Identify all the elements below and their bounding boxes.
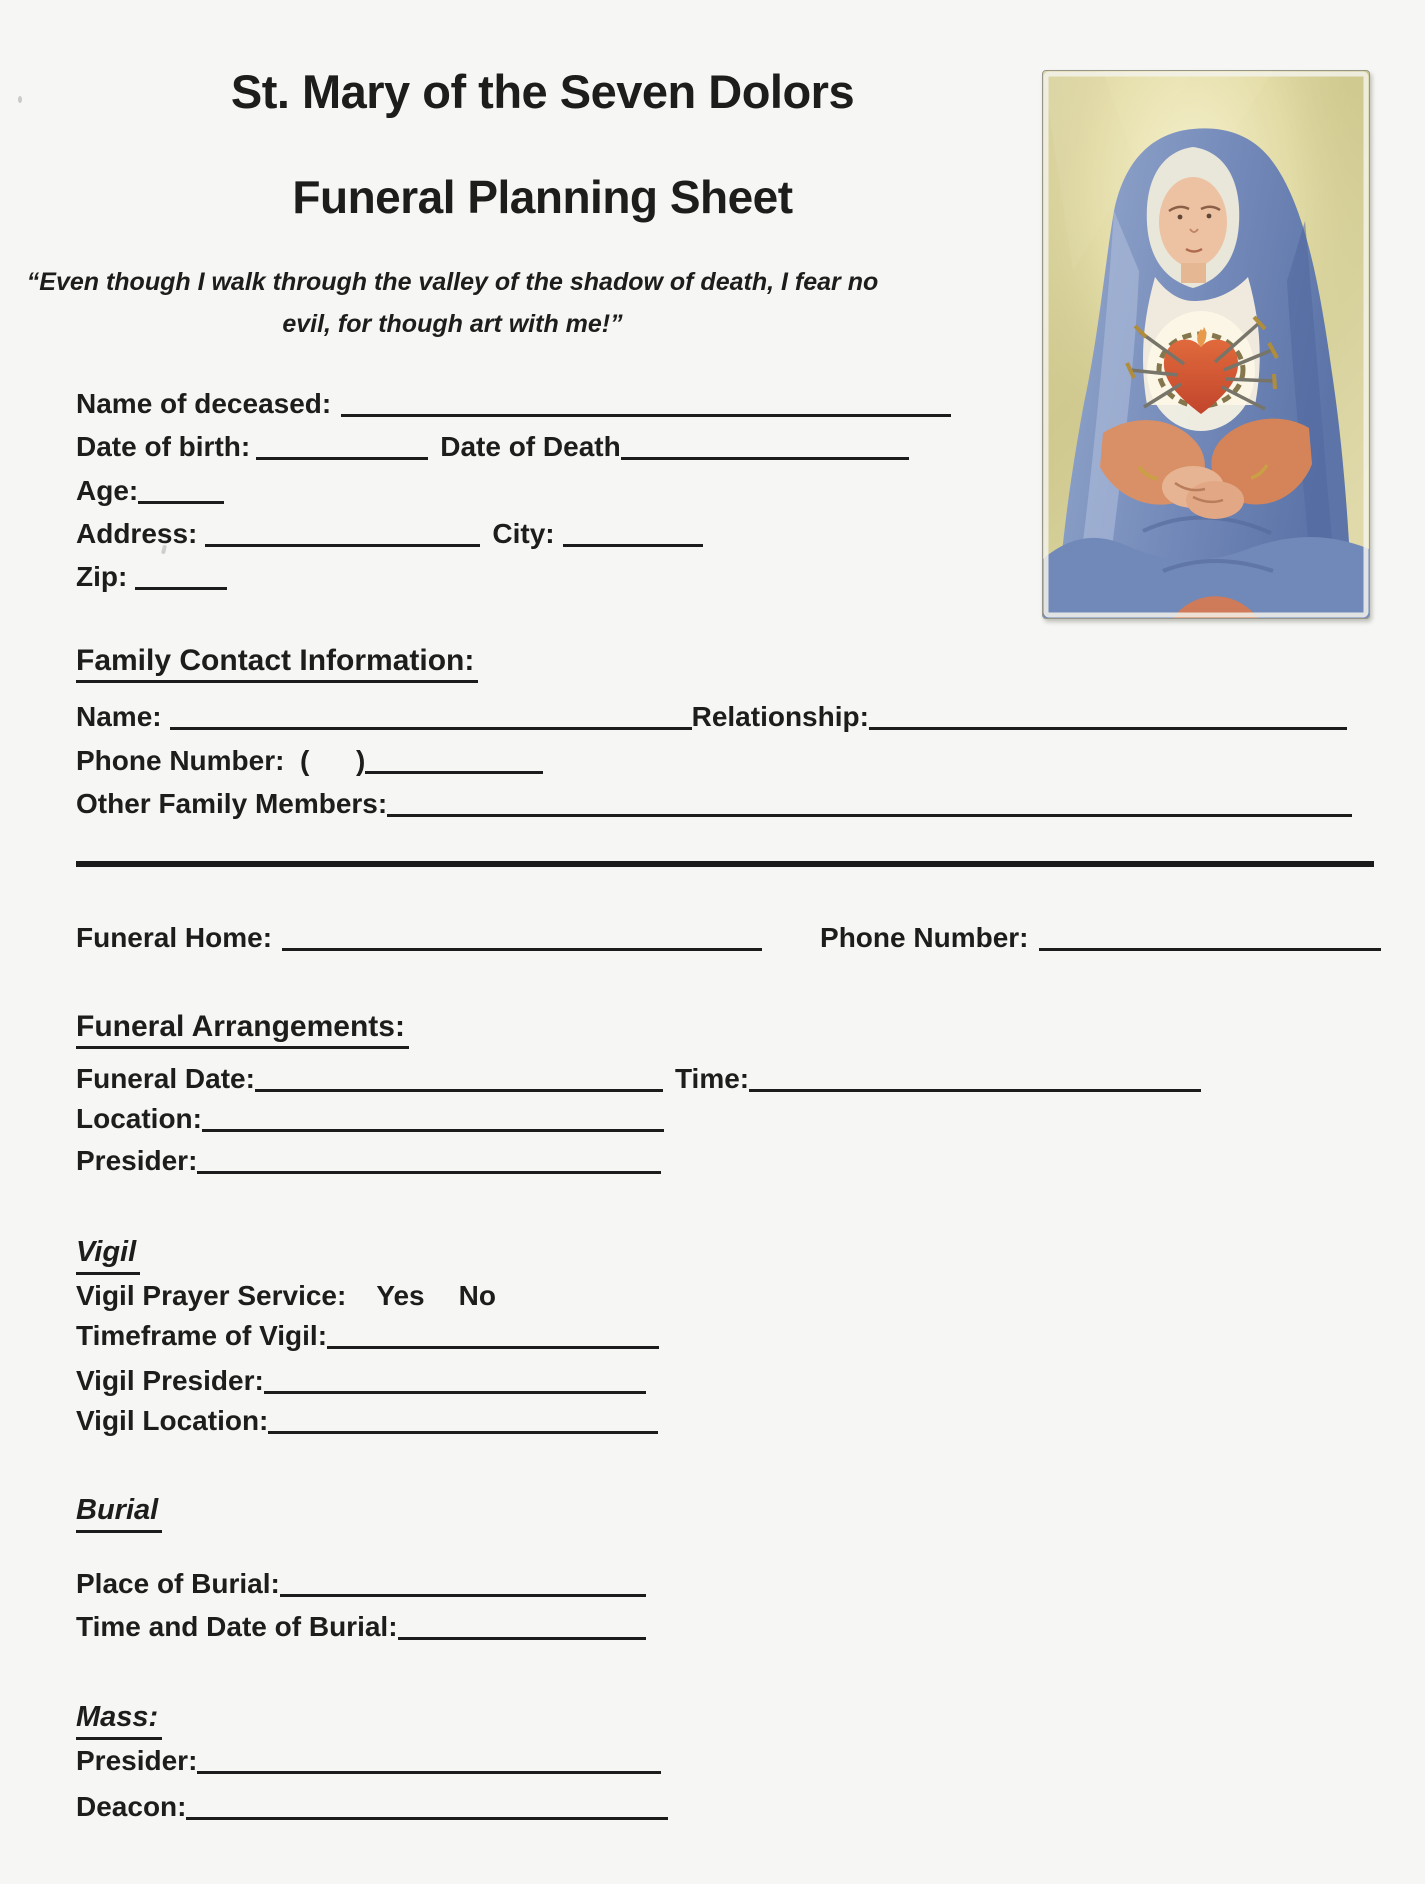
vigil-location-field[interactable] <box>268 1421 658 1434</box>
relationship-label: Relationship: <box>691 701 869 732</box>
funeral-location-label: Location: <box>76 1103 202 1134</box>
burial-heading-text: Burial <box>76 1495 162 1533</box>
mass-presider-field[interactable] <box>197 1761 661 1774</box>
vigil-location-row <box>76 1405 658 1437</box>
vigil-heading <box>76 1237 140 1275</box>
face <box>1159 177 1227 267</box>
funeral-time-field[interactable] <box>749 1079 1201 1092</box>
place-of-burial-field[interactable] <box>280 1584 646 1597</box>
burial-time-date-label: Time and Date of Burial: <box>76 1611 398 1642</box>
vigil-timeframe-row <box>76 1320 659 1352</box>
other-family-members-label: Other Family Members: <box>76 788 388 819</box>
mass-deacon-label: Deacon: <box>76 1791 187 1822</box>
funeral-home-field[interactable] <box>282 938 762 951</box>
mass-deacon-field[interactable] <box>186 1807 668 1820</box>
burial-heading <box>76 1495 162 1533</box>
date-of-birth-field[interactable] <box>256 447 428 460</box>
other-family-members-field[interactable] <box>387 804 1352 817</box>
relationship-field[interactable] <box>869 717 1347 730</box>
family-name-label: Name: <box>76 701 162 732</box>
date-of-birth-label: Date of birth: <box>76 431 251 462</box>
family-name-field[interactable] <box>170 717 692 730</box>
vigil-yes-option[interactable]: Yes <box>376 1280 425 1311</box>
place-of-burial-row <box>76 1568 646 1600</box>
our-lady-of-sorrows-icon <box>1043 71 1369 618</box>
address-field[interactable] <box>205 534 480 547</box>
funeral-presider-row <box>76 1145 661 1177</box>
funeral-presider-label: Presider: <box>76 1145 198 1176</box>
funeral-time-label: Time: <box>674 1063 750 1094</box>
other-family-members-row <box>76 788 1352 820</box>
funeral-presider-field[interactable] <box>197 1161 661 1174</box>
vigil-no-option[interactable]: No <box>458 1280 496 1311</box>
zip-label: Zip: <box>76 561 128 592</box>
age-row <box>76 475 224 507</box>
name-of-deceased-field[interactable] <box>341 404 951 417</box>
funeral-arrangements-heading <box>76 1010 409 1049</box>
burial-time-date-field[interactable] <box>398 1627 646 1640</box>
mass-heading-text: Mass: <box>76 1702 162 1740</box>
vigil-prayer-service-label: Vigil Prayer Service: <box>76 1280 347 1311</box>
funeral-date-label: Funeral Date: <box>76 1063 255 1094</box>
funeral-home-phone-label: Phone Number: <box>820 922 1029 953</box>
vigil-prayer-service-row <box>76 1280 496 1312</box>
mass-presider-label: Presider: <box>76 1745 198 1776</box>
zip-row <box>76 561 227 593</box>
name-of-deceased-row <box>76 388 951 420</box>
age-field[interactable] <box>138 491 224 504</box>
funeral-home-row <box>76 922 1381 954</box>
mass-deacon-row <box>76 1791 668 1823</box>
funeral-location-field[interactable] <box>202 1119 664 1132</box>
scripture-quote-line-1: “Even though I walk through the valley of the shadow of death, I fear no <box>26 268 879 296</box>
vigil-heading-text: Vigil <box>76 1237 140 1275</box>
vigil-presider-label: Vigil Presider: <box>76 1365 264 1396</box>
vigil-timeframe-label: Timeframe of Vigil: <box>76 1320 328 1351</box>
scan-artifact <box>18 96 22 103</box>
vigil-location-label: Vigil Location: <box>76 1405 269 1436</box>
funeral-date-row <box>76 1063 1201 1095</box>
mass-heading <box>76 1702 162 1740</box>
family-name-row <box>76 701 1347 733</box>
burial-time-date-row <box>76 1611 646 1643</box>
page-subtitle: Funeral Planning Sheet <box>292 171 793 223</box>
dates-row <box>76 431 909 463</box>
date-of-death-label: Date of Death <box>440 431 621 462</box>
zip-field[interactable] <box>135 577 227 590</box>
mass-presider-row <box>76 1745 661 1777</box>
name-of-deceased-label: Name of deceased: <box>76 388 332 419</box>
city-field[interactable] <box>563 534 703 547</box>
funeral-location-row <box>76 1103 664 1135</box>
funeral-home-phone-field[interactable] <box>1039 938 1381 951</box>
age-label: Age: <box>76 475 139 506</box>
holy-card <box>1042 70 1370 619</box>
place-of-burial-label: Place of Burial: <box>76 1568 280 1599</box>
page-title: St. Mary of the Seven Dolors <box>230 65 855 118</box>
funeral-date-field[interactable] <box>255 1079 663 1092</box>
address-label: Address: <box>76 518 198 549</box>
family-contact-heading-text: Family Contact Information: <box>76 644 478 683</box>
scripture-quote-line-2: evil, for though art with me!” <box>282 310 623 338</box>
funeral-arrangements-heading-text: Funeral Arrangements: <box>76 1010 409 1049</box>
section-divider <box>76 861 1374 867</box>
family-phone-row <box>76 745 543 777</box>
city-label: City: <box>492 518 555 549</box>
vigil-presider-row <box>76 1365 646 1397</box>
family-phone-label: Phone Number: ( ) <box>76 745 366 776</box>
family-phone-field[interactable] <box>365 761 543 774</box>
date-of-death-field[interactable] <box>621 447 909 460</box>
funeral-home-label: Funeral Home: <box>76 922 273 953</box>
address-row <box>76 518 703 550</box>
family-contact-heading <box>76 644 478 683</box>
vigil-presider-field[interactable] <box>264 1381 646 1394</box>
vigil-timeframe-field[interactable] <box>327 1336 659 1349</box>
